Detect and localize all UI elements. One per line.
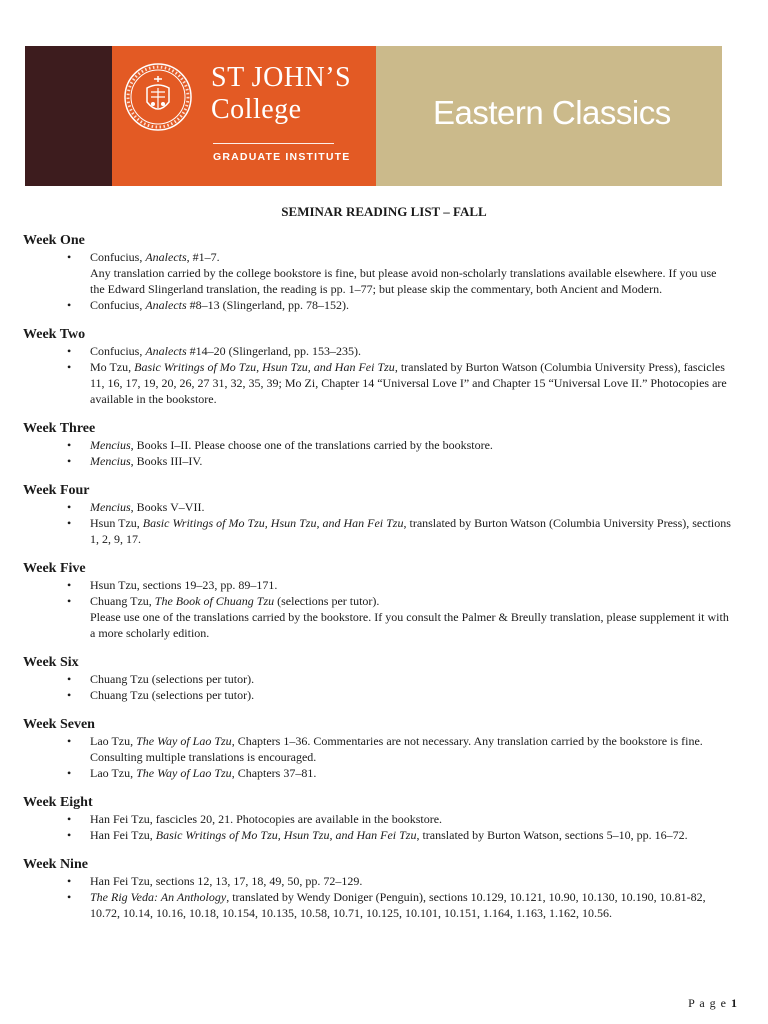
reading-item: • Chuang Tzu, The Book of Chuang Tzu (selections per tutor). Please use one of the translations carried by the bookstore. If you consult the Palmer & Breully translation, please supplement it with a more scholarly edition. [23, 593, 733, 641]
college-name [211, 62, 351, 126]
week-section [23, 794, 733, 843]
reading-item: • Confucius, Analects, #1–7. Any translation carried by the college bookstore is fine, but please avoid non-scholarly translations available elsewhere. If you use the Edward Slingerland translation, the reading is pp. 1–77; but please skip the commentary, both Ancient and Modern. [23, 249, 733, 297]
week-section [23, 420, 733, 469]
week-section [23, 482, 733, 547]
reading-item: • Hsun Tzu, Basic Writings of Mo Tzu, Hsun Tzu, and Han Fei Tzu, translated by Burton Watson (Columbia University Press), sections 1, 2, 9, 17. [23, 515, 733, 547]
book-title: Basic Writings of Mo Tzu, Hsun Tzu, and Han Fei Tzu [142, 516, 404, 530]
week-heading: Week Two [23, 327, 86, 342]
week-heading: Week Seven [23, 717, 95, 732]
week-section [23, 856, 733, 921]
book-title: Mencius [90, 454, 131, 468]
book-title: Analects [145, 298, 187, 312]
banner-dark-panel [25, 46, 112, 186]
week-heading: Week One [23, 233, 85, 248]
college-seal-icon [123, 62, 193, 132]
page-number: 1 [731, 996, 738, 1010]
book-title: The Way of Lao Tzu [136, 766, 232, 780]
reading-item: • The Rig Veda: An Anthology, translated by Wendy Doniger (Penguin), sections 10.129, 10.121, 10.90, 10.130, 10.190, 10.81-82, 10.72, 10.14, 10.16, 10.18, 10.154, 10.135, 10.58, 10.71, 10.125, 10.101, 10.151, 1.164, 1.163, 1.162, 10.56. [23, 889, 733, 921]
reading-items [23, 577, 733, 641]
reading-items [23, 499, 733, 547]
reading-item: • Lao Tzu, The Way of Lao Tzu, Chapters 37–81. [23, 765, 733, 781]
logo-divider [213, 143, 334, 144]
header-banner [25, 46, 722, 186]
reading-item: • Confucius, Analects #14–20 (Slingerland, pp. 153–235). [23, 343, 733, 359]
page-footer [688, 996, 738, 1011]
reading-items [23, 249, 733, 313]
book-title: Basic Writings of Mo Tzu, Hsun Tzu, and Han Fei Tzu [134, 360, 395, 374]
reading-items [23, 873, 733, 921]
reading-item: • Lao Tzu, The Way of Lao Tzu, Chapters 1–36. Commentaries are not necessary. Any translation carried by the bookstore is fine. Consulting multiple translations is encouraged. [23, 733, 733, 765]
week-heading: Week Eight [23, 795, 93, 810]
week-heading: Week Three [23, 421, 96, 436]
book-title: The Rig Veda: An Anthology [90, 890, 227, 904]
week-heading: Week Nine [23, 857, 88, 872]
reading-items [23, 343, 733, 407]
book-title: The Way of Lao Tzu [136, 734, 232, 748]
banner-logo-panel [112, 46, 376, 186]
page-title: SEMINAR READING LIST – FALL [281, 204, 487, 219]
reading-item: • Hsun Tzu, sections 19–23, pp. 89–171. [23, 577, 733, 593]
reading-item: • Mencius, Books I–II. Please choose one of the translations carried by the bookstore. [23, 437, 733, 453]
book-title: Analects [145, 344, 187, 358]
week-section [23, 232, 733, 313]
reading-item: • Chuang Tzu (selections per tutor). [23, 671, 733, 687]
week-heading: Week Six [23, 655, 79, 670]
reading-items [23, 671, 733, 703]
reading-items [23, 437, 733, 469]
reading-item: • Chuang Tzu (selections per tutor). [23, 687, 733, 703]
college-name-line1: ST JOHN’S [211, 62, 352, 93]
reading-item: • Han Fei Tzu, sections 12, 13, 17, 18, 49, 50, pp. 72–129. [23, 873, 733, 889]
reading-items [23, 811, 733, 843]
page-label: P a g e [688, 996, 727, 1010]
reading-list [23, 232, 733, 934]
week-section [23, 716, 733, 781]
week-heading: Week Four [23, 483, 90, 498]
book-title: Mencius [90, 500, 131, 514]
week-heading: Week Five [23, 561, 86, 576]
reading-item: • Han Fei Tzu, Basic Writings of Mo Tzu, Hsun Tzu, and Han Fei Tzu, translated by Burton Watson, sections 5–10, pp. 16–72. [23, 827, 733, 843]
banner-program-panel [376, 46, 722, 186]
book-title: The Book of Chuang Tzu [154, 594, 275, 608]
week-section [23, 654, 733, 703]
week-section [23, 326, 733, 407]
book-title: Mencius [90, 438, 131, 452]
reading-items [23, 733, 733, 781]
book-title: Basic Writings of Mo Tzu, Hsun Tzu, and Han Fei Tzu [155, 828, 417, 842]
reading-item: • Confucius, Analects #8–13 (Slingerland, pp. 78–152). [23, 297, 733, 313]
reading-item: • Han Fei Tzu, fascicles 20, 21. Photocopies are available in the bookstore. [23, 811, 733, 827]
college-name-line2: College [211, 94, 302, 125]
institute-name: GRADUATE INSTITUTE [213, 151, 351, 163]
reading-item: • Mo Tzu, Basic Writings of Mo Tzu, Hsun Tzu, and Han Fei Tzu, translated by Burton Watson (Columbia University Press), fascicles 11, 16, 17, 19, 20, 26, 27 31, 32, 35, 39; Mo Zi, Chapter 14 “Universal Love I” and Chapter 15 “Universal Love II.” Photocopies are available in the bookstore. [23, 359, 733, 407]
book-title: Analects [145, 250, 187, 264]
reading-item: • Mencius, Books III–IV. [23, 453, 733, 469]
program-title: Eastern Classics [433, 94, 671, 131]
week-section [23, 560, 733, 641]
reading-item: • Mencius, Books V–VII. [23, 499, 733, 515]
